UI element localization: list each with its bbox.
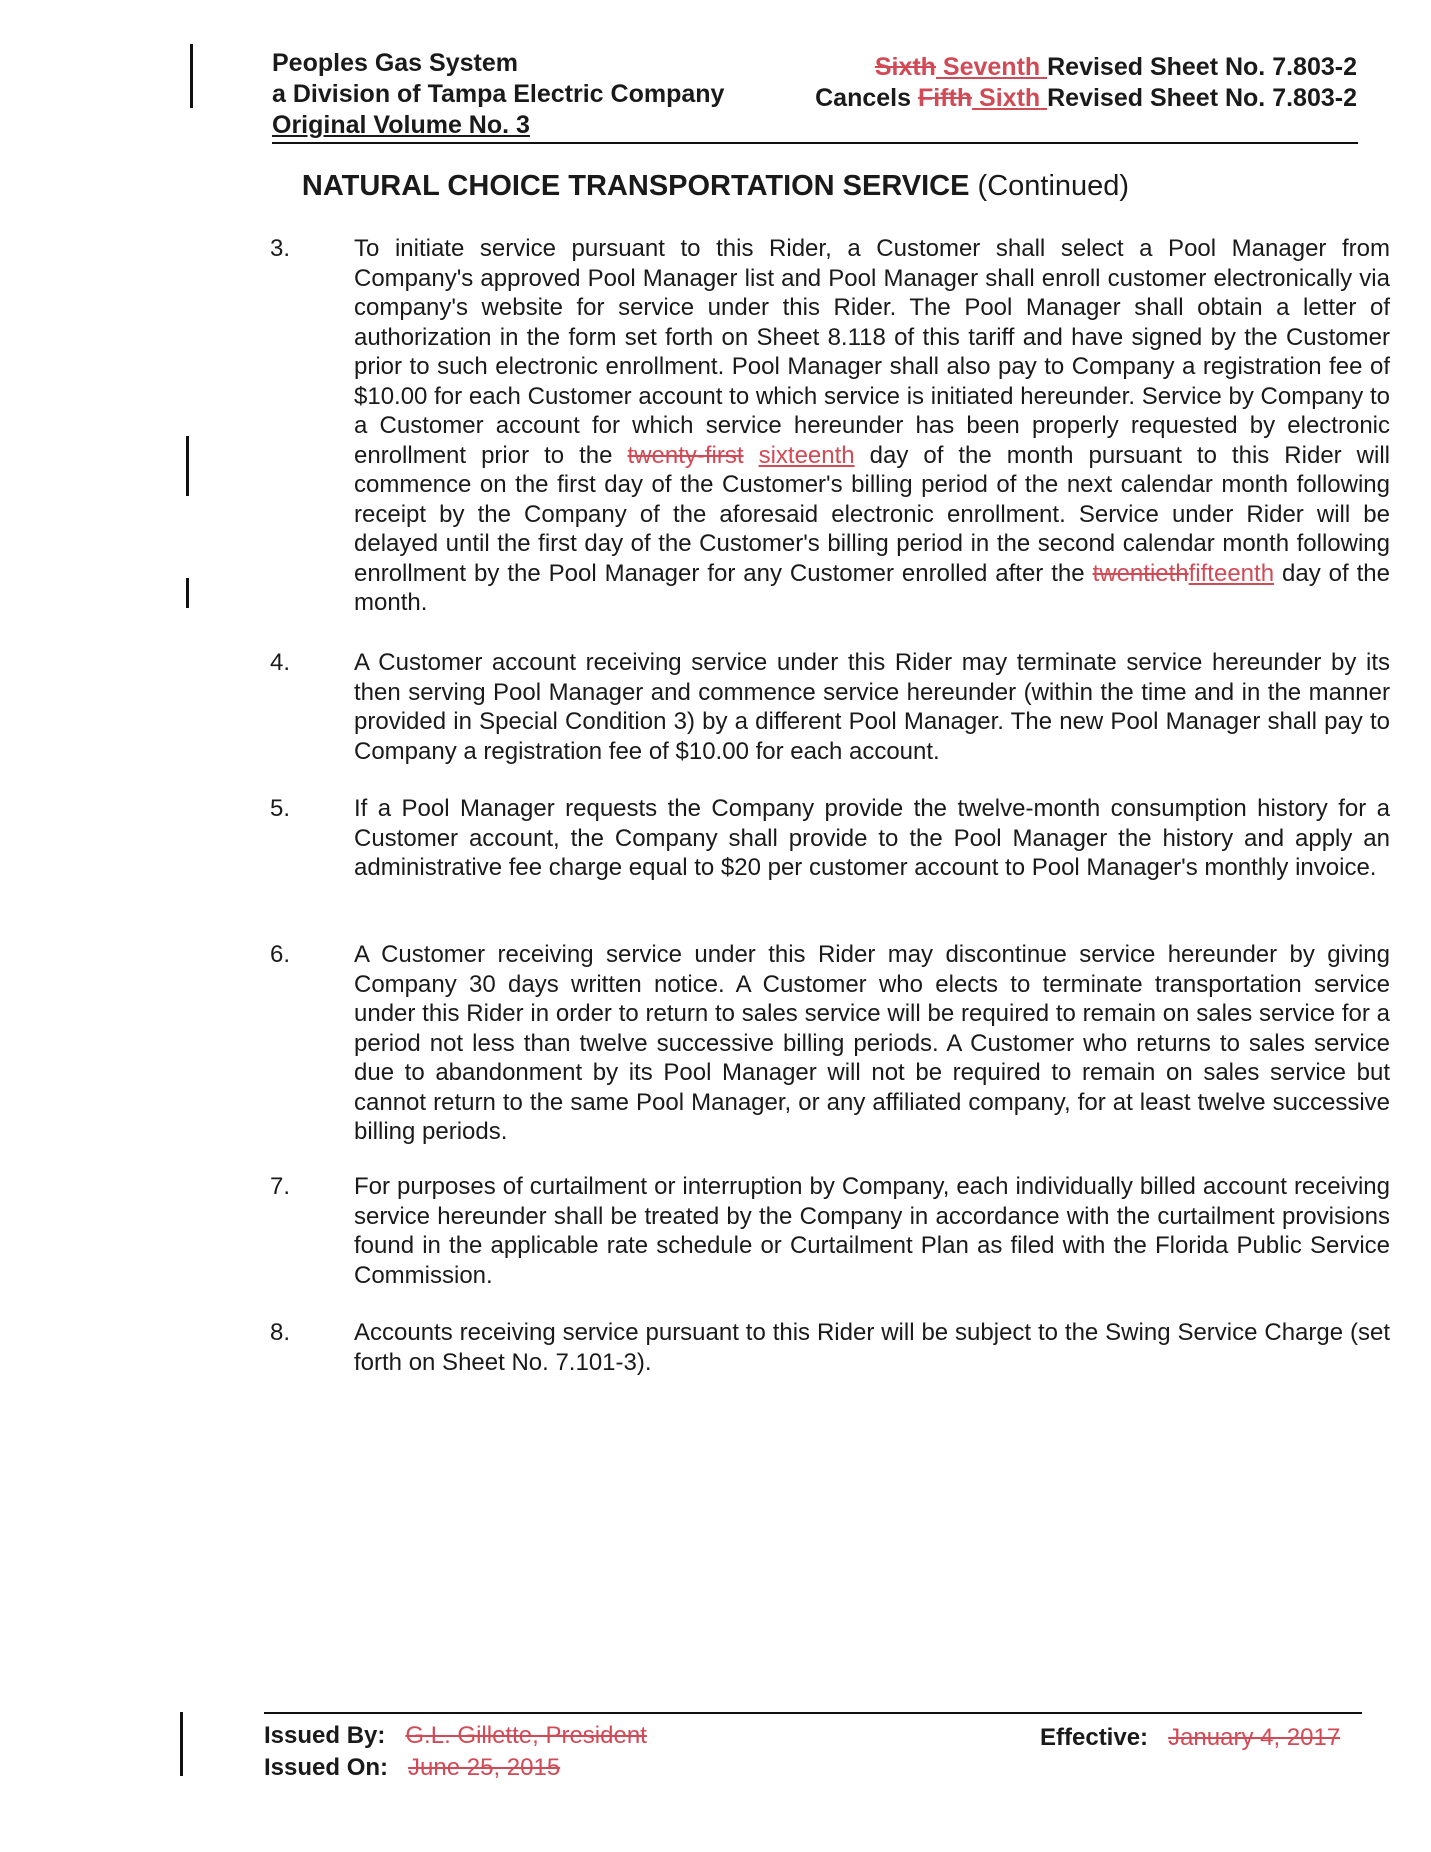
effective-value: January 4, 2017: [1168, 1724, 1341, 1751]
change-bar: [190, 44, 193, 108]
change-bar: [186, 578, 189, 608]
inserted-text: sixteenth: [758, 441, 855, 469]
list-item: [270, 648, 1390, 766]
item-text: If a Pool Manager requests the Company provide the twelve-month consumption history for a Customer account, the Company shall provide to the Pool Manager the history and apply an administrative fee charge equal to $20 per customer account to Pool Manager's monthly invoice.: [354, 795, 1390, 881]
list-item: [270, 1318, 1390, 1377]
company-division: a Division of Tampa Electric Company: [272, 80, 725, 108]
title-suffix: (Continued): [969, 170, 1130, 202]
inserted-text: fifteenth: [1188, 559, 1275, 587]
item-number: 3.: [270, 235, 291, 262]
item-number: 5.: [270, 795, 291, 822]
company-name: Peoples Gas System: [272, 49, 518, 77]
inserted-text: Sixth: [979, 84, 1041, 112]
issued-by-line: [264, 1720, 647, 1752]
list-item: [270, 794, 1390, 883]
sheet-suffix: Revised Sheet No. 7.803-2: [1047, 53, 1357, 81]
deleted-text: Fifth: [917, 84, 973, 112]
issued-by-value: G.L. Gillette, President: [405, 1722, 647, 1749]
change-bar: [180, 1712, 183, 1776]
sheet-number-line: [657, 52, 1357, 83]
footer-rule: [264, 1712, 1362, 1714]
sheet-header: [657, 52, 1357, 114]
page-title: [0, 168, 1431, 204]
issued-on-line: [264, 1752, 560, 1784]
item-number: 4.: [270, 649, 291, 676]
item-number: 8.: [270, 1319, 291, 1346]
deleted-text: twenty-first: [627, 441, 744, 469]
change-bar: [186, 436, 189, 496]
item-text: Accounts receiving service pursuant to this Rider will be subject to the Swing Service Charge (set forth on Sheet No. 7.101-3).: [354, 1319, 1390, 1376]
deleted-text: twentieth: [1092, 559, 1189, 587]
item-number: 6.: [270, 941, 291, 968]
item-text: A Customer account receiving service under this Rider may terminate service hereunder by its then serving Pool Manager and commence service hereunder (within the time and in the manner provided in Special Condition 3) by a different Pool Manager. The new Pool Manager shall pay to Company a registration fee of $10.00 for each account.: [354, 649, 1390, 765]
header-rule: [272, 142, 1358, 144]
cancels-line: [657, 83, 1357, 114]
list-item: [270, 940, 1390, 1147]
issued-on-value: June 25, 2015: [408, 1754, 561, 1781]
item-text: To initiate service pursuant to this Rider, a Customer shall select a Pool Manager from Company's approved Pool Manager list and Pool Manager shall enroll customer electronically via company's website for service under this Rider. The Pool Manager shall obtain a letter of authorization in the form set forth on Sheet 8.118 of this tariff and have signed by the Customer prior to such electronic enrollment. Pool Manager shall also pay to Company a registration fee of $10.00 for each Customer account to which service is initiated hereunder. Service by Company to a Customer account for which service hereunder has been properly requested by electronic enrollment prior to the twenty-first sixteenth day of the month pursuant to this Rider will commence on the first day of the Customer's billing period of the next calendar month following receipt by the Company of the aforesaid electronic enrollment. Service under Rider will be delayed until the first day of the Customer's billing period in the second calendar month following enrollment by the Pool Manager for any Customer enrolled after the twentiethfifteenth day of the month.: [354, 235, 1390, 616]
cancels-prefix: Cancels: [815, 84, 918, 112]
item-text: For purposes of curtailment or interruption by Company, each individually billed account receiving service hereunder shall be treated by the Company in accordance with the curtailment provisions found in the applicable rate schedule or Curtailment Plan as filed with the Florida Public Service Commission.: [354, 1173, 1390, 1289]
cancels-suffix: Revised Sheet No. 7.803-2: [1047, 84, 1357, 112]
issued-on-label: Issued On:: [264, 1754, 389, 1781]
title-main: NATURAL CHOICE TRANSPORTATION SERVICE: [301, 170, 970, 202]
item-number: 7.: [270, 1173, 291, 1200]
effective-line: [1040, 1722, 1340, 1754]
issued-by-label: Issued By:: [264, 1722, 386, 1749]
item-text: A Customer receiving service under this Rider may discontinue service hereunder by giving Company 30 days written notice. A Customer who elects to terminate transportation service under this Rider in order to return to sales service will be required to remain on sales service for a period not less than twelve successive billing periods. A Customer who returns to sales service due to abandonment by its Pool Manager will not be required to remain on sales service but cannot return to the same Pool Manager, or any affiliated company, for at least twelve successive billing periods.: [354, 941, 1390, 1145]
list-item: [270, 234, 1390, 618]
inserted-text: Seventh: [942, 53, 1041, 81]
list-item: [270, 1172, 1390, 1290]
effective-label: Effective:: [1040, 1724, 1149, 1751]
volume-label: Original Volume No. 3: [272, 111, 530, 139]
deleted-text: Sixth: [874, 53, 936, 81]
